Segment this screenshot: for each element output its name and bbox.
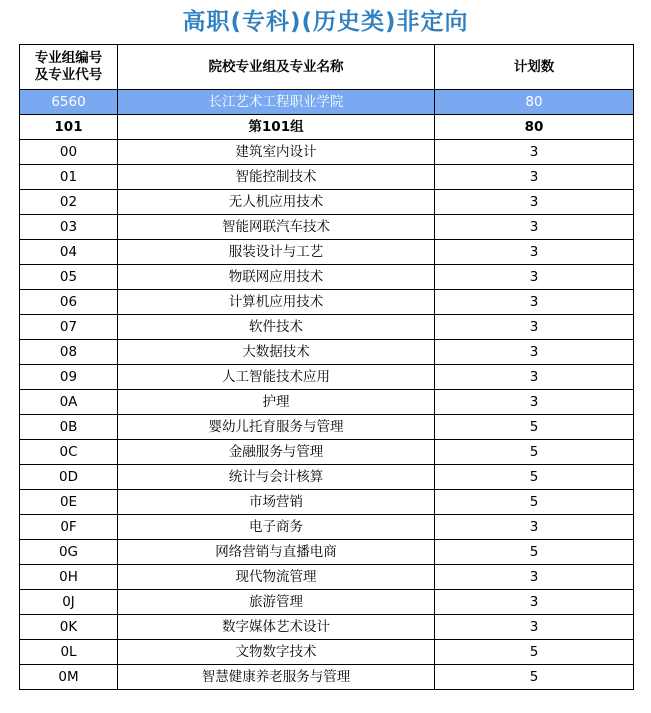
- major-name: 无人机应用技术: [118, 190, 435, 215]
- table-row: [20, 440, 634, 465]
- school-plan: 80: [435, 90, 634, 115]
- major-name: 智慧健康养老服务与管理: [118, 665, 435, 690]
- major-code: 04: [20, 240, 118, 265]
- major-name: 网络营销与直播电商: [118, 540, 435, 565]
- major-name: 护理: [118, 390, 435, 415]
- table-row: [20, 640, 634, 665]
- header-code-line1: 专业组编号: [34, 50, 103, 66]
- major-plan: 5: [435, 415, 634, 440]
- major-name: 文物数字技术: [118, 640, 435, 665]
- major-plan: 3: [435, 240, 634, 265]
- major-code: 09: [20, 365, 118, 390]
- major-code: 0A: [20, 390, 118, 415]
- major-code: 0G: [20, 540, 118, 565]
- major-name: 市场营销: [118, 490, 435, 515]
- table-row: [20, 490, 634, 515]
- table-row: [20, 540, 634, 565]
- major-name: 电子商务: [118, 515, 435, 540]
- major-code: 0F: [20, 515, 118, 540]
- major-code: 0M: [20, 665, 118, 690]
- table-row: [20, 215, 634, 240]
- header-plan: 计划数: [435, 45, 634, 90]
- major-name: 软件技术: [118, 315, 435, 340]
- major-name: 人工智能技术应用: [118, 365, 435, 390]
- major-code: 07: [20, 315, 118, 340]
- table-row: [20, 590, 634, 615]
- major-name: 数字媒体艺术设计: [118, 615, 435, 640]
- major-plan: 5: [435, 465, 634, 490]
- page-title: 高职(专科)(历史类)非定向: [182, 9, 469, 35]
- major-plan: 3: [435, 165, 634, 190]
- table-row: [20, 140, 634, 165]
- header-name: 院校专业组及专业名称: [118, 45, 435, 90]
- major-plan: 3: [435, 265, 634, 290]
- table-row: [20, 365, 634, 390]
- major-name: 服装设计与工艺: [118, 240, 435, 265]
- major-name: 统计与会计核算: [118, 465, 435, 490]
- major-plan: 3: [435, 390, 634, 415]
- major-plan: 3: [435, 315, 634, 340]
- major-code: 0C: [20, 440, 118, 465]
- major-name: 物联网应用技术: [118, 265, 435, 290]
- major-name: 智能控制技术: [118, 165, 435, 190]
- major-plan: 3: [435, 615, 634, 640]
- major-name: 计算机应用技术: [118, 290, 435, 315]
- major-name: 婴幼儿托育服务与管理: [118, 415, 435, 440]
- major-plan: 5: [435, 665, 634, 690]
- major-name: 金融服务与管理: [118, 440, 435, 465]
- group-code: 101: [20, 115, 118, 140]
- table-row: [20, 665, 634, 690]
- major-name: 智能网联汽车技术: [118, 215, 435, 240]
- school-name: 长江艺术工程职业学院: [118, 90, 435, 115]
- major-code: 0E: [20, 490, 118, 515]
- major-code: 05: [20, 265, 118, 290]
- major-code: 0J: [20, 590, 118, 615]
- major-plan: 3: [435, 190, 634, 215]
- group-row: [20, 115, 634, 140]
- table-row: [20, 315, 634, 340]
- major-name: 大数据技术: [118, 340, 435, 365]
- table-row: [20, 565, 634, 590]
- major-plan: 3: [435, 590, 634, 615]
- major-code: 06: [20, 290, 118, 315]
- table-row: [20, 190, 634, 215]
- major-plan: 3: [435, 215, 634, 240]
- table-row: [20, 515, 634, 540]
- table-row: [20, 340, 634, 365]
- group-name: 第101组: [118, 115, 435, 140]
- major-code: 00: [20, 140, 118, 165]
- enrollment-plan-table: [19, 44, 634, 690]
- major-plan: 3: [435, 515, 634, 540]
- table-row: [20, 415, 634, 440]
- major-code: 0D: [20, 465, 118, 490]
- major-code: 0K: [20, 615, 118, 640]
- header-code: [20, 45, 118, 90]
- major-name: 建筑室内设计: [118, 140, 435, 165]
- major-code: 01: [20, 165, 118, 190]
- table-row: [20, 290, 634, 315]
- major-plan: 5: [435, 440, 634, 465]
- major-plan: 3: [435, 565, 634, 590]
- major-plan: 3: [435, 290, 634, 315]
- major-code: 08: [20, 340, 118, 365]
- major-plan: 5: [435, 640, 634, 665]
- major-plan: 3: [435, 365, 634, 390]
- group-plan: 80: [435, 115, 634, 140]
- table-row: [20, 615, 634, 640]
- table-row: [20, 240, 634, 265]
- major-code: 03: [20, 215, 118, 240]
- major-code: 0L: [20, 640, 118, 665]
- major-code: 02: [20, 190, 118, 215]
- major-code: 0H: [20, 565, 118, 590]
- table-row: [20, 265, 634, 290]
- major-plan: 5: [435, 540, 634, 565]
- school-row: [20, 90, 634, 115]
- major-plan: 3: [435, 140, 634, 165]
- table-row: [20, 390, 634, 415]
- major-name: 旅游管理: [118, 590, 435, 615]
- major-name: 现代物流管理: [118, 565, 435, 590]
- school-code: 6560: [20, 90, 118, 115]
- header-code-line2: 及专业代号: [34, 67, 103, 83]
- major-plan: 3: [435, 340, 634, 365]
- header-row: [20, 45, 634, 90]
- major-plan: 5: [435, 490, 634, 515]
- table-row: [20, 165, 634, 190]
- table-row: [20, 465, 634, 490]
- major-code: 0B: [20, 415, 118, 440]
